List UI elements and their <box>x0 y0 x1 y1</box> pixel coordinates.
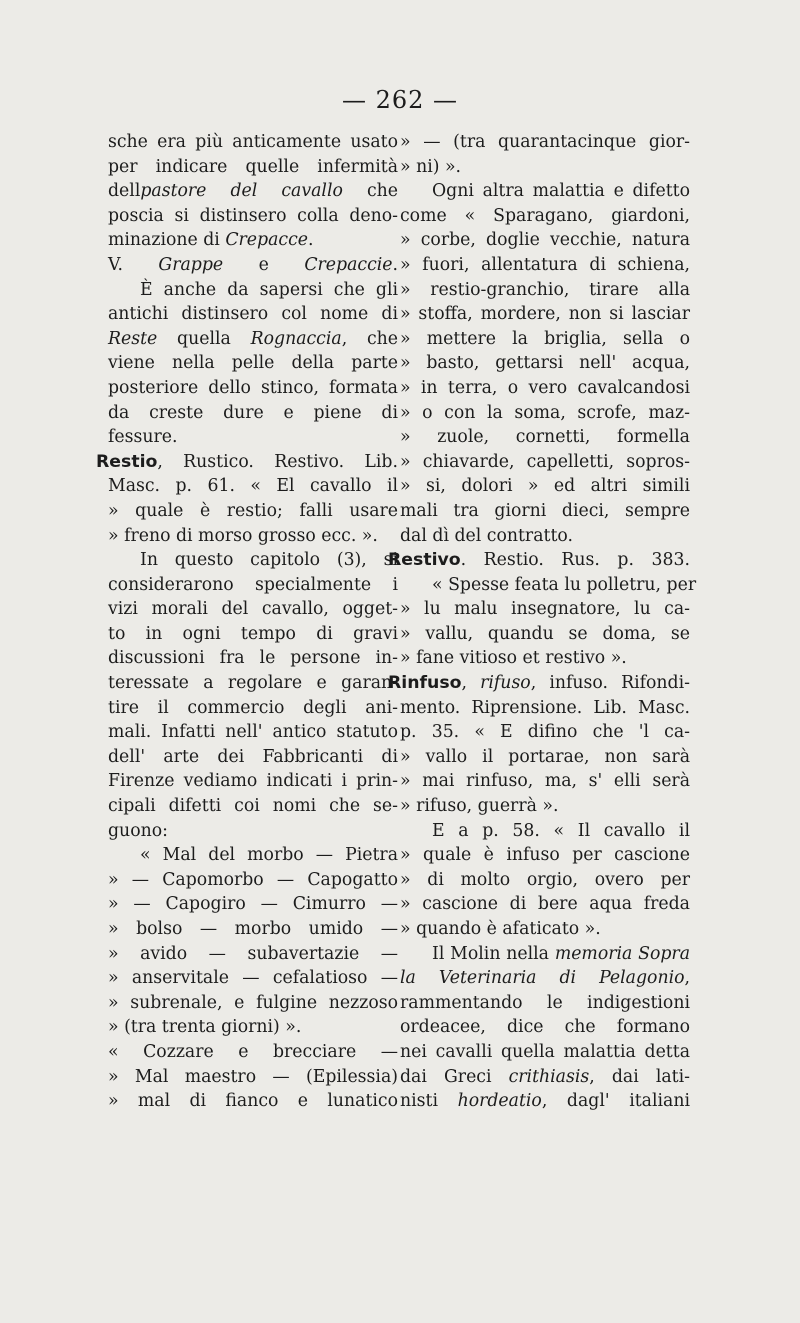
left-column-line: In questo capitolo (3), si <box>140 550 398 571</box>
right-column-line: » basto, gettarsi nell' acqua, <box>400 353 690 374</box>
right-column-line: » ni) ». <box>400 156 462 177</box>
right-column-line: » fane vitioso et restivo ». <box>400 648 627 669</box>
left-column-line: Restio, Rustico. Restivo. Lib. <box>96 451 398 472</box>
left-column-line: » anservitale — cefalatioso — <box>108 968 398 989</box>
right-column-line: E a p. 58. « Il cavallo il <box>432 820 690 841</box>
right-column-line: » si, dolori » ed altri simili <box>400 476 690 497</box>
left-column-line: posteriore dello stinco, formata <box>108 377 398 398</box>
left-column-line: » subrenale, e fulgine nezzoso <box>108 992 398 1013</box>
right-column-line: » mettere la briglia, sella o <box>400 328 690 349</box>
right-column-line: mali tra giorni dieci, sempre <box>400 500 690 521</box>
left-column-line: cipali difetti coi nomi che se- <box>108 796 398 817</box>
left-column-line: da creste dure e piene di <box>108 402 398 423</box>
left-column-line: per indicare quelle infermità <box>108 156 398 177</box>
left-column-line: fessure. <box>108 427 178 448</box>
left-column-line: » quale è restio; falli usare <box>108 500 398 521</box>
right-column-line: » di molto orgio, overo per <box>400 869 690 890</box>
left-column-line: mali. Infatti nell' antico statuto <box>108 722 398 743</box>
left-column-line: È anche da sapersi che gli <box>140 279 398 300</box>
right-column-line: la Veterinaria di Pelagonio, <box>400 968 690 989</box>
right-column-line: Ogni altra malattia e difetto <box>432 181 690 202</box>
left-column-line: poscia si distinsero colla deno- <box>108 205 398 226</box>
right-column <box>388 130 697 1114</box>
right-column-line: » lu malu insegnatore, lu ca- <box>400 599 690 620</box>
left-column-line: » mal di fianco e lunatico <box>108 1091 398 1112</box>
right-column-line: » fuori, allentatura di schiena, <box>400 254 690 275</box>
left-column-line: discussioni fra le persone in- <box>108 648 398 669</box>
left-column-line: considerarono specialmente i <box>108 574 398 595</box>
right-column-line: Il Molin nella memoria Sopra <box>432 943 690 964</box>
page-number: — 262 — <box>341 86 459 114</box>
left-column-line: Masc. p. 61. « El cavallo il <box>108 476 398 497</box>
right-column-line: » stoffa, mordere, non si lasciar <box>400 304 690 325</box>
right-column-line: p. 35. « E difino che 'l ca- <box>400 722 690 743</box>
right-column-line: nisti hordeatio, dagl' italiani <box>400 1091 690 1112</box>
left-column-line: dellpastore del cavallo che <box>108 181 398 202</box>
right-column-line: » quando è afaticato ». <box>400 919 601 939</box>
right-column-line: rammentando le indigestioni <box>400 992 690 1013</box>
left-column-line: vizi morali del cavallo, ogget- <box>108 599 398 620</box>
left-column <box>96 130 398 1114</box>
right-column-line: ordeacee, dice che formano <box>400 1017 690 1038</box>
right-column-line: Restivo. Restio. Rus. p. 383. <box>388 550 690 571</box>
right-column-line: » mai rinfuso, ma, s' elli serà <box>400 771 690 792</box>
right-column-line: » cascione di bere aqua freda <box>400 894 690 915</box>
right-column-line: Rinfuso, rifuso, infuso. Rifondi- <box>388 673 690 694</box>
left-column-line: Firenze vediamo indicati i prin- <box>108 771 398 792</box>
right-column-line: » corbe, doglie vecchie, natura <box>400 230 690 251</box>
left-column-line: minazione di Crepacce. <box>108 230 314 251</box>
right-column-line: dal dì del contratto. <box>400 525 573 546</box>
left-column-line: » avido — subavertazie — <box>108 943 398 964</box>
left-column-line: » bolso — morbo umido — <box>108 919 398 939</box>
left-column-line: Reste quella Rognaccia, che <box>108 328 398 349</box>
left-column-line: guono: <box>108 820 168 841</box>
right-column-line: » in terra, o vero cavalcandosi <box>400 377 690 398</box>
right-column-line: nei cavalli quella malattia detta <box>400 1041 690 1062</box>
right-column-line: » vallu, quandu se doma, se <box>400 623 690 644</box>
right-column-line: mento. Riprensione. Lib. Masc. <box>400 697 690 718</box>
left-column-line: « Cozzare e brecciare — <box>108 1041 398 1062</box>
right-column-line: » o con la soma, scrofe, maz- <box>400 402 690 423</box>
left-column-line: dell' arte dei Fabbricanti di <box>108 746 398 767</box>
left-column-line: » Mal maestro — (Epilessia) <box>108 1066 398 1087</box>
right-column-line: come « Sparagano, giardoni, <box>400 205 690 226</box>
right-column-line: » — (tra quarantacinque gior- <box>400 132 690 152</box>
right-column-line: dai Greci crithiasis, dai lati- <box>400 1066 690 1087</box>
left-column-line: V. Grappe e Crepaccie. <box>108 254 398 275</box>
left-column-line: sche era più anticamente usato <box>108 132 398 152</box>
right-column-line: « Spesse feata lu polletru, per <box>432 574 697 595</box>
right-column-line: » zuole, cornetti, formella <box>400 427 690 448</box>
left-column-line: antichi distinsero col nome di <box>108 304 398 325</box>
left-column-line: » — Capogiro — Cimurro — <box>108 894 398 915</box>
right-column-line: » restio-granchio, tirare alla <box>400 279 690 300</box>
left-column-line: tire il commercio degli ani- <box>108 697 398 718</box>
left-column-line: viene nella pelle della parte <box>108 353 398 374</box>
left-column-line: » — Capomorbo — Capogatto <box>108 869 398 890</box>
left-column-line: » (tra trenta giorni) ». <box>108 1017 302 1038</box>
left-column-line: » freno di morso grosso ecc. ». <box>108 525 378 546</box>
right-column-line: » vallo il portarae, non sarà <box>400 746 690 767</box>
left-column-line: teressate a regolare e garan- <box>108 673 398 694</box>
right-column-line: » rifuso, guerrà ». <box>400 796 559 817</box>
right-column-line: » quale è infuso per cascione <box>400 845 690 866</box>
right-column-line: » chiavarde, capelletti, sopros- <box>400 451 690 472</box>
left-column-line: to in ogni tempo di gravi <box>108 623 398 644</box>
left-column-line: « Mal del morbo — Pietra <box>140 845 398 866</box>
